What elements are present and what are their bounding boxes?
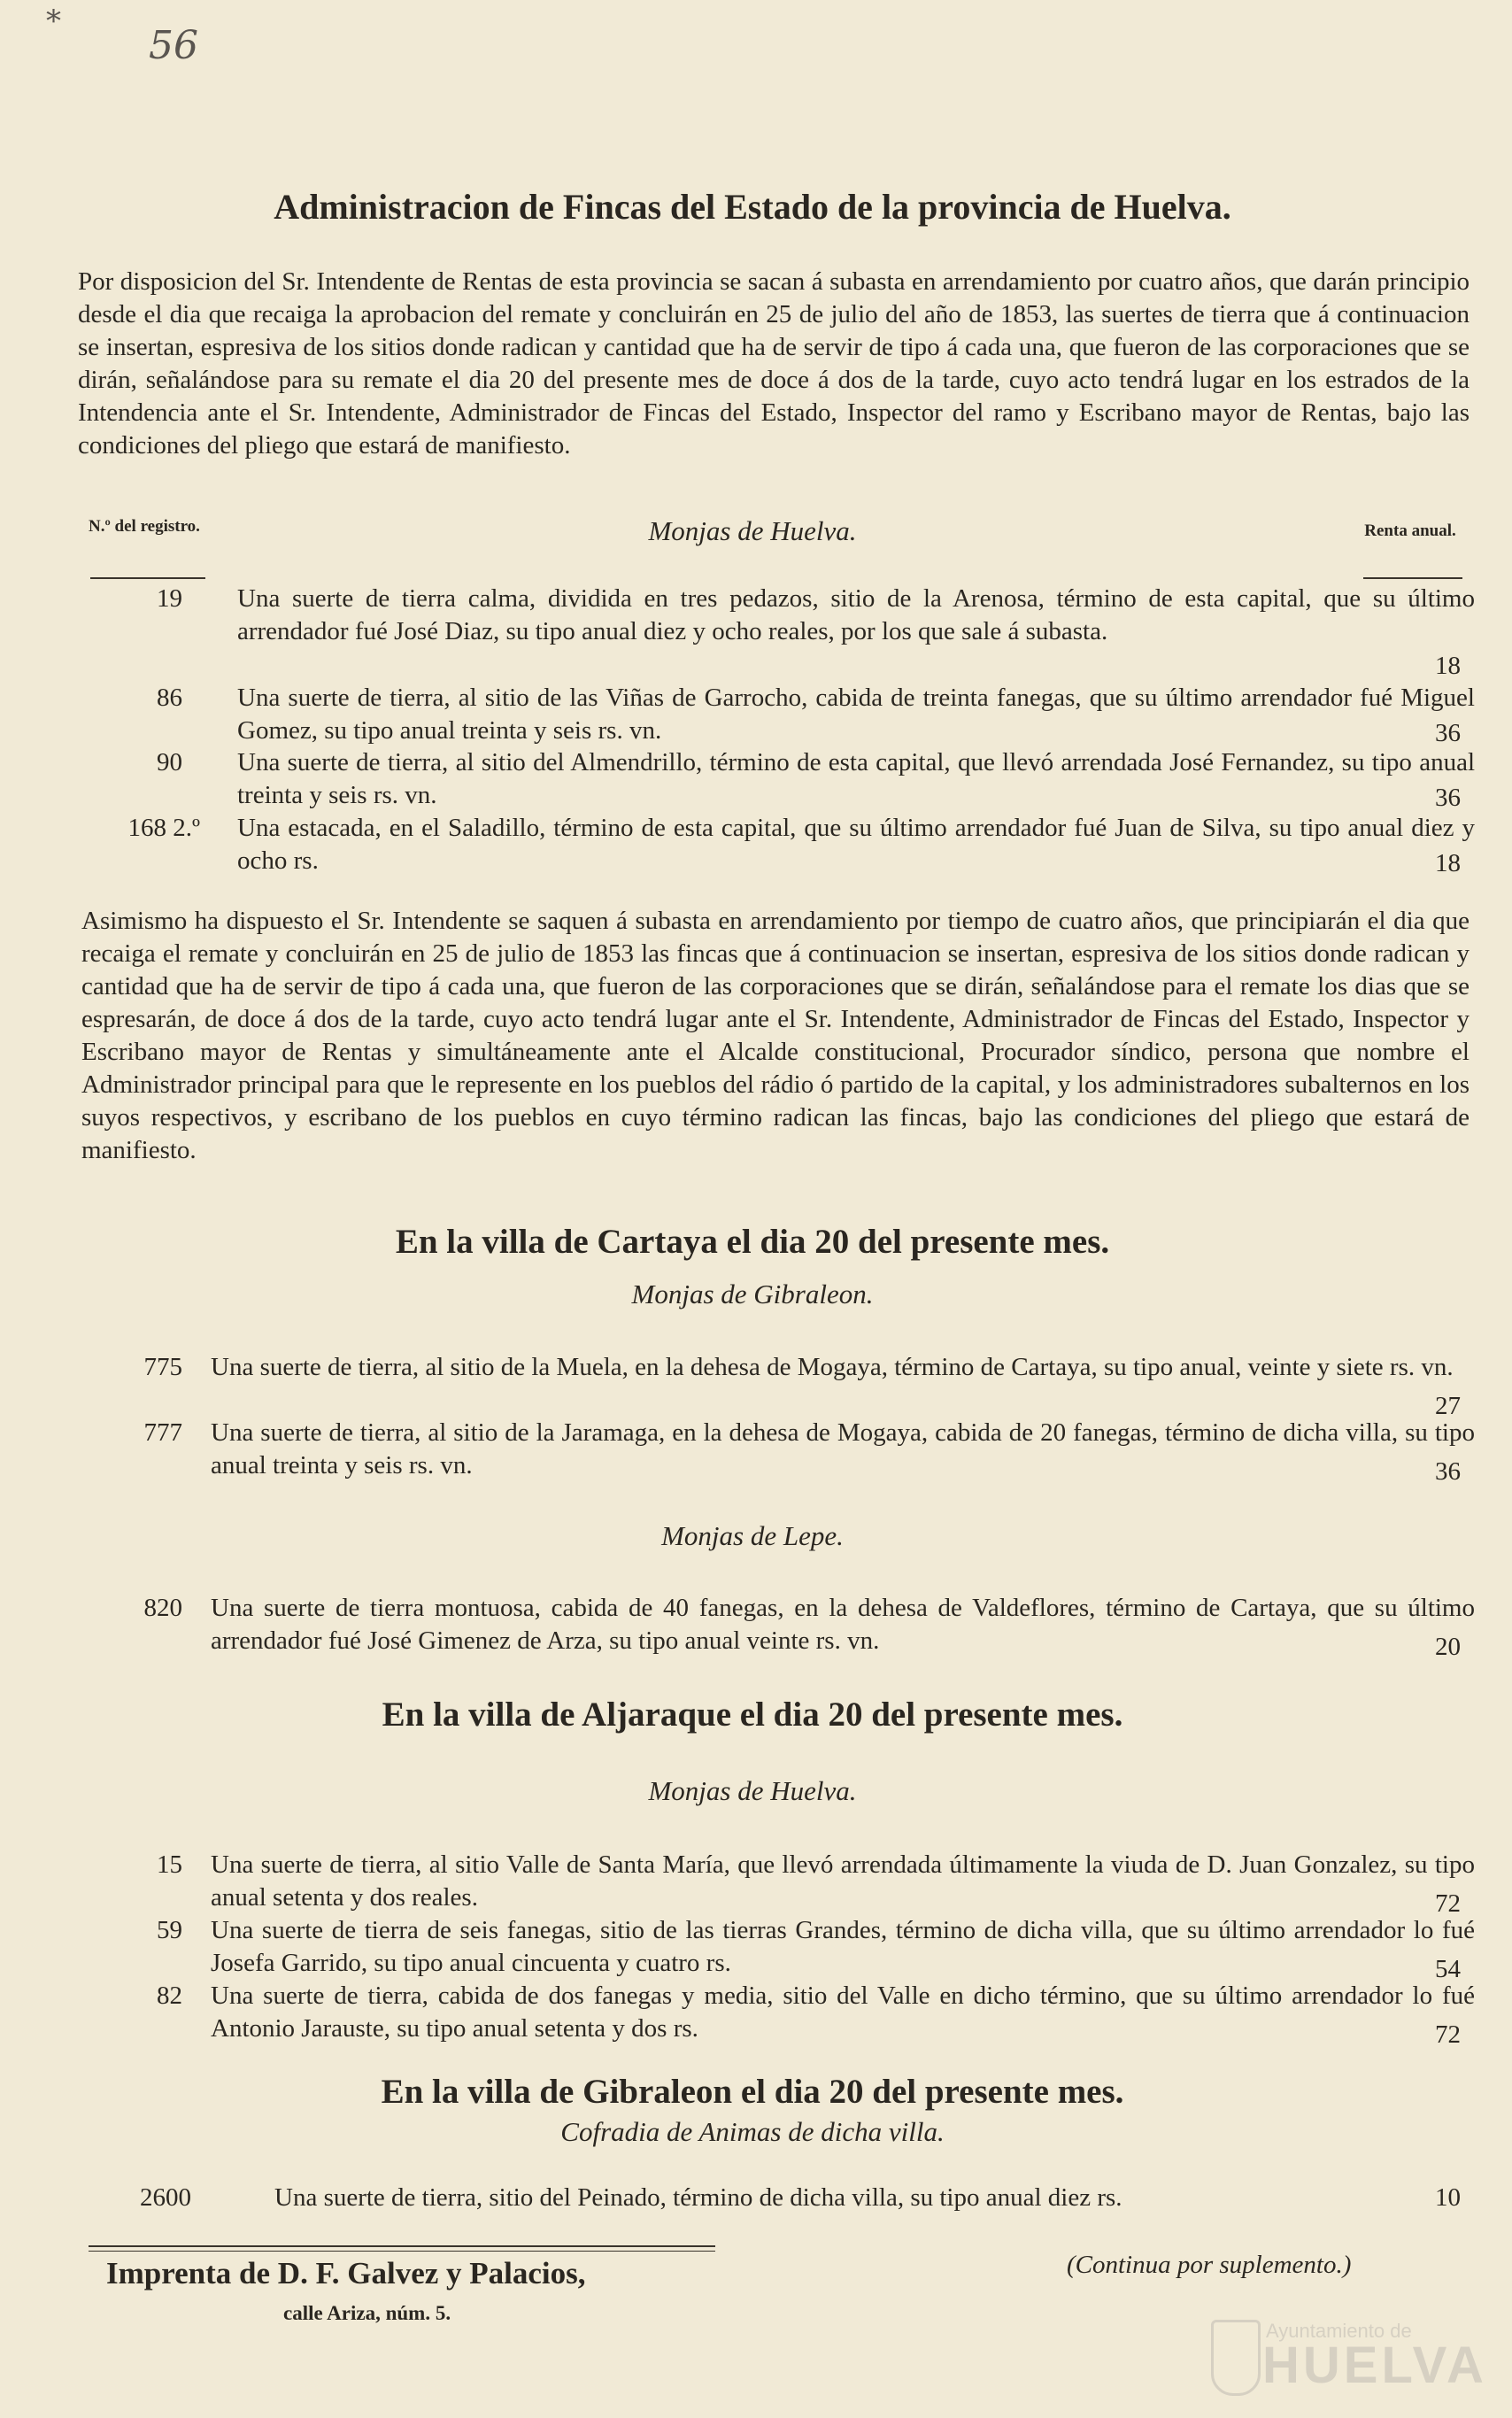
- register-number: 820: [143, 1594, 182, 1622]
- list-item: [97, 1980, 1475, 2049]
- column-header-rent: Renta anual.: [1364, 521, 1456, 540]
- page-number-handwritten: 56: [149, 23, 198, 68]
- entry-text: Una suerte de tierra, al sitio del Almendrillo, término de esta capital, que llevó arrendada José Fernandez, su tipo anual treinta y seis rs. vn.: [237, 748, 1475, 809]
- subheading-monjas-gibraleon: Monjas de Gibraleon.: [631, 1279, 874, 1309]
- rent-amount: 18: [1435, 652, 1461, 680]
- list-item: [97, 746, 1475, 812]
- intro-paragraph: Por disposicion del Sr. Intendente de Rentas de esta provincia se sacan á subasta en arrendamiento por cuatro años, que darán principio desde el dia que recaiga la aprobacion del remate y concluirán en 25 de julio del año de 1853, las suertes de tierra que á continuacion se insertan, espresiva de los sitios donde radican y cantidad que ha de servir de tipo á cada una, que fueron de las corporaciones que se dirán, señalándose para su remate el dia 20 del presente mes de doce á dos de la tarde, cuyo acto tendrá lugar en los estrados de la Intendencia ante el Sr. Intendente, Administrador de Fincas del Estado, Inspector del ramo y Escribano mayor de Rentas, bajo las condiciones del pliego que estará de manifiesto.: [78, 267, 1470, 460]
- list-item: [97, 1351, 1461, 1420]
- entry-text: Una suerte de tierra calma, dividida en tres pedazos, sitio de la Arenosa, término de esta capital, que su último arrendador fué José Diaz, su tipo anual diez y ocho reales, por los que sale á subasta.: [237, 584, 1475, 645]
- printer-address: calle Ariza, núm. 5.: [283, 2302, 451, 2324]
- continuation-note: (Continua por suplemento.): [1067, 2251, 1352, 2279]
- footer-rule-1: [89, 2245, 715, 2247]
- rent-amount: 36: [1435, 1457, 1461, 1486]
- list-item: [97, 2182, 1461, 2217]
- printer-name: Imprenta de D. F. Galvez y Palacios,: [106, 2256, 586, 2291]
- entry-text: Una suerte de tierra, al sitio de las Viñas de Garrocho, cabida de treinta fanegas, que su último arrendador fué Miguel Gomez, su tipo anual treinta y seis rs. vn.: [237, 684, 1475, 745]
- register-number: 82: [157, 1982, 182, 2010]
- watermark-text-small: Ayuntamiento de: [1266, 2320, 1412, 2342]
- section-title-aljaraque: En la villa de Aljaraque el dia 20 del presente mes.: [382, 1696, 1123, 1734]
- entry-text: Una suerte de tierra de seis fanegas, sitio de las tierras Grandes, término de dicha villa, que su último arrendador lo fué Josefa Garrido, su tipo anual cincuenta y cuatro rs.: [211, 1916, 1475, 1977]
- list-item: [97, 682, 1475, 747]
- entry-text: Una suerte de tierra, al sitio de la Jaramaga, en la dehesa de Mogaya, cabida de 20 fanegas, término de dicha villa, su tipo anual treinta y seis rs. vn.: [211, 1418, 1475, 1479]
- rent-amount: 36: [1435, 784, 1461, 812]
- section-title-gibraleon: En la villa de Gibraleon el dia 20 del presente mes.: [381, 2073, 1124, 2111]
- register-number: 86: [157, 684, 182, 712]
- subheading-monjas-lepe: Monjas de Lepe.: [661, 1520, 844, 1551]
- rent-amount: 36: [1435, 719, 1461, 747]
- register-number: 775: [143, 1353, 182, 1381]
- register-number: 15: [157, 1850, 182, 1879]
- rent-amount: 54: [1435, 1955, 1461, 1983]
- subheading-monjas-huelva-2: Monjas de Huelva.: [648, 1775, 857, 1806]
- watermark-text-big: HUELVA: [1262, 2337, 1487, 2394]
- register-number: 90: [157, 748, 182, 776]
- list-item: [97, 1914, 1475, 1983]
- section-title-cartaya: En la villa de Cartaya el dia 20 del presente mes.: [395, 1223, 1110, 1261]
- register-number: 2600: [140, 2183, 191, 2212]
- list-item: [97, 583, 1475, 684]
- second-paragraph: Asimismo ha dispuesto el Sr. Intendente se saquen á subasta en arrendamiento por tiempo de cuatro años, que principiarán el dia que recaiga el remate y concluirán en 25 de julio de 1853 las fincas que á continuacion se insertan, espresiva de los sitios donde radican y cantidad que ha de servir de tipo á cada una, que fueron de las corporaciones que se dirán, señalándose para el remate los dias que se espresarán, de doce á dos de la tarde, cuyo acto tendrá lugar ante el Sr. Intendente, Administrador de Fincas del Estado, Inspector y Escribano mayor de Rentas y simultáneamente ante el Alcalde constitucional, Procurador síndico, persona que nombre el Administrador principal para que le represente en los pueblos del rádio ó partido de la capital, y los administradores subalternos en los suyos respectivos, y escribano de los pueblos en cuyo término radican las fincas, bajo las condiciones del pliego que estará de manifiesto.: [81, 907, 1470, 1164]
- shield-icon: [1211, 2320, 1261, 2396]
- list-item: [97, 812, 1475, 877]
- entry-text: Una suerte de tierra, sitio del Peinado, término de dicha villa, su tipo anual diez rs.: [274, 2183, 1122, 2212]
- entry-text: Una suerte de tierra, al sitio Valle de Santa María, que llevó arrendada últimamente la viuda de D. Juan Gonzalez, su tipo anual setenta y dos reales.: [211, 1850, 1475, 1912]
- list-item: [97, 1592, 1475, 1661]
- register-number: 19: [157, 584, 182, 613]
- subheading-cofradia: Cofradia de Animas de dicha villa.: [560, 2116, 945, 2147]
- subheading-monjas-huelva: Monjas de Huelva.: [648, 515, 857, 546]
- entry-text: Una suerte de tierra, cabida de dos fanegas y media, sitio del Valle en dicho término, que su último arrendador lo fué Antonio Jarauste, su tipo anual setenta y dos rs.: [211, 1982, 1475, 2043]
- entry-text: Una suerte de tierra montuosa, cabida de 40 fanegas, en la dehesa de Valdeflores, término de Cartaya, que su último arrendador fué José Gimenez de Arza, su tipo anual veinte rs. vn.: [211, 1594, 1475, 1655]
- rent-amount: 18: [1435, 849, 1461, 877]
- document-title: Administracion de Fincas del Estado de la provincia de Huelva.: [274, 187, 1231, 227]
- entry-text: Una suerte de tierra, al sitio de la Muela, en la dehesa de Mogaya, término de Cartaya, su tipo anual, veinte y siete rs. vn.: [211, 1353, 1454, 1381]
- column-header-register: N.º del registro.: [89, 517, 200, 536]
- corner-mark: *: [46, 4, 61, 39]
- rent-amount: 27: [1435, 1392, 1461, 1420]
- register-number: 59: [157, 1916, 182, 1944]
- register-number: 777: [143, 1418, 182, 1447]
- rent-amount: 10: [1435, 2183, 1461, 2212]
- footer-rule-2: [89, 2251, 715, 2252]
- rent-amount: 20: [1435, 1633, 1461, 1661]
- list-item: [97, 1849, 1475, 1918]
- header-rule-left: [90, 577, 205, 579]
- rent-amount: 72: [1435, 2020, 1461, 2049]
- register-number: 168 2.º: [127, 814, 200, 842]
- header-rule-right: [1363, 577, 1462, 579]
- list-item: [97, 1417, 1475, 1486]
- entry-text: Una estacada, en el Saladillo, término de esta capital, que su último arrendador fué Juan de Silva, su tipo anual diez y ocho rs.: [237, 814, 1475, 875]
- rent-amount: 72: [1435, 1889, 1461, 1918]
